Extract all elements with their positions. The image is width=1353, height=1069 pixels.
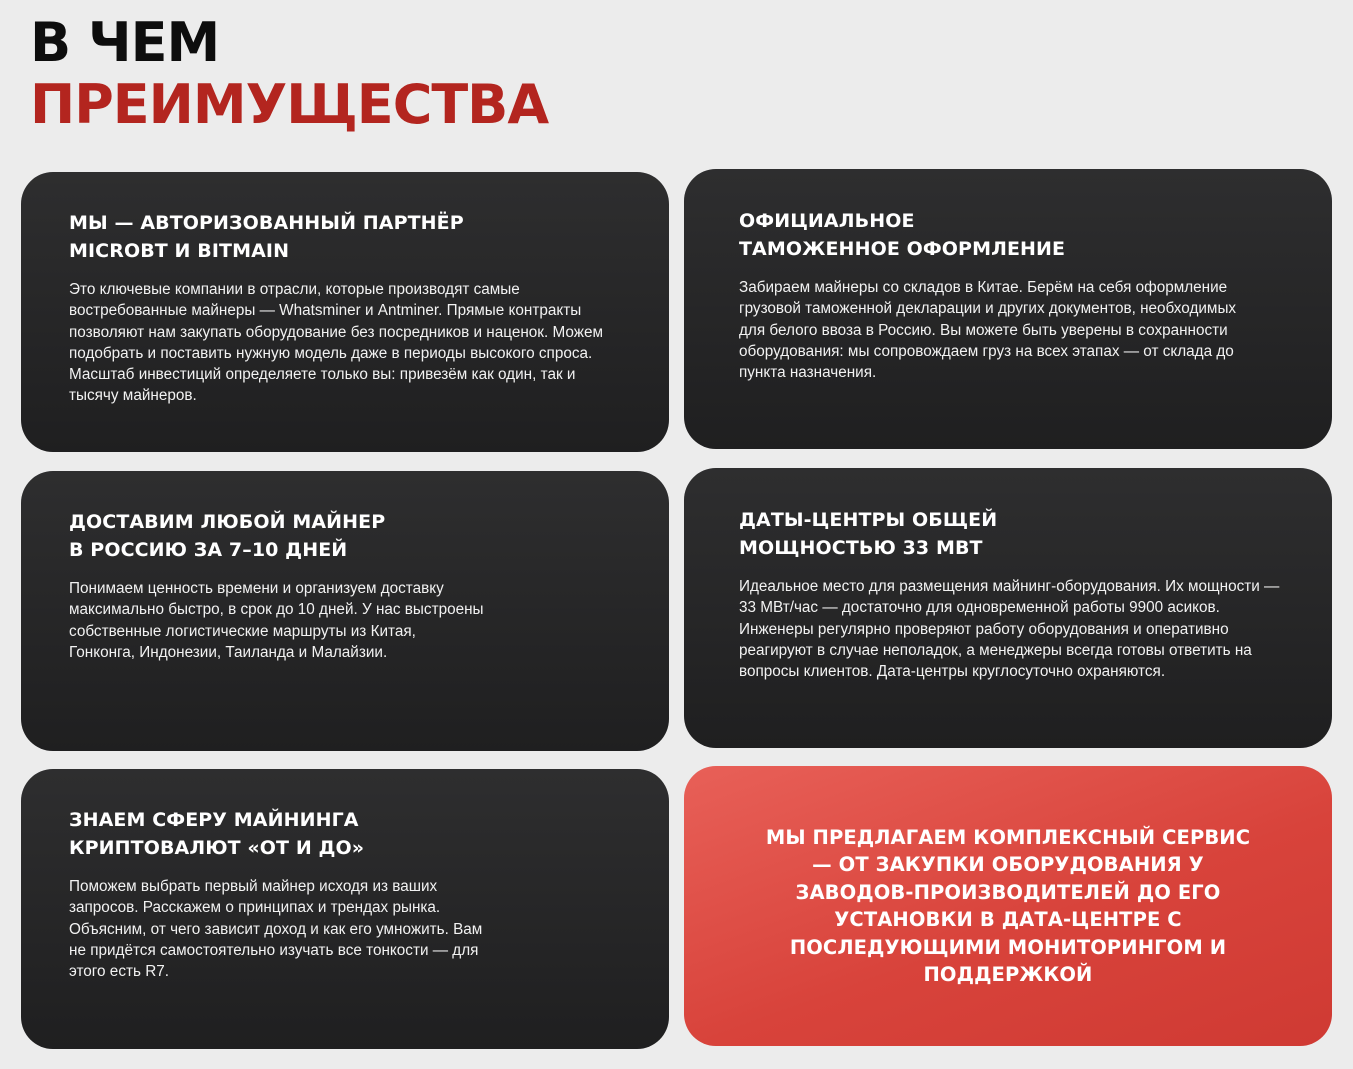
highlight-card-complex-service [684,766,1332,1046]
advantage-card-expertise [21,769,669,1049]
heading-line-1: В ЧЕМ [30,11,220,74]
advantage-card-customs [684,169,1332,449]
card-title: ДОСТАВИМ ЛЮБОЙ МАЙНЕР В РОССИЮ ЗА 7–10 ДНЕЙ [69,511,386,561]
card-text: Забираем майнеры со складов в Китае. Берём на себя оформление грузовой таможенной декларации и других документов, необходимых для белого ввоза в Россию. Вы можете быть уверены в сохранности оборудования: мы сопровождаем груз на всех этапах — от склада до пункта назначения. [739,279,1237,382]
advantage-card-data-centers [684,468,1332,748]
advantage-card-delivery [21,471,669,751]
section-heading [30,12,548,136]
card-text: Поможем выбрать первый майнер исходя из ваших запросов. Расскажем о принципах и трендах рынка. Объясним, от чего зависит доход и как его умножить. Вам не придётся самостоятельно изучать все тонкости — для этого есть R7. [69,878,483,981]
highlight-text: МЫ ПРЕДЛАГАЕМ КОМПЛЕКСНЫЙ СЕРВИС — ОТ ЗАКУПКИ ОБОРУДОВАНИЯ У ЗАВОДОВ-ПРОИЗВОДИТЕЛЕЙ ДО ЕГО УСТАНОВКИ В ДАТА-ЦЕНТРЕ С ПОСЛЕДУЮЩИМИ МОНИТОРИНГОМ И ПОДДЕРЖКОЙ [765,825,1251,986]
card-title: ЗНАЕМ СФЕРУ МАЙНИНГА КРИПТОВАЛЮТ «ОТ И ДО» [69,809,365,859]
advantage-card-authorized-partner [21,172,669,452]
card-title: ОФИЦИАЛЬНОЕ ТАМОЖЕННОЕ ОФОРМЛЕНИЕ [739,210,1066,260]
card-text: Идеальное место для размещения майнинг-оборудования. Их мощности — 33 МВт/час — достаточно для одновременной работы 9900 асиков. Инженеры регулярно проверяют работу оборудования и оперативно реагируют в случае неполадок, а менеджеры всегда готовы ответить на вопросы клиентов. Дата-центры круглосуточно охраняются. [739,578,1280,681]
card-title: МЫ — АВТОРИЗОВАННЫЙ ПАРТНЁР MICROBT И BITMAIN [69,212,464,262]
card-title: ДАТЫ-ЦЕНТРЫ ОБЩЕЙ МОЩНОСТЬЮ 33 МВТ [739,509,998,559]
card-text: Это ключевые компании в отрасли, которые производят самые востребованные майнеры — Whatsminer и Antminer. Прямые контракты позволяют нам закупать оборудование без посредников и наценок. Можем подобрать и поставить нужную модель даже в периоды высокого спроса. Масштаб инвестиций определяете только вы: привезём как один, так и тысячу майнеров. [69,281,604,405]
heading-line-2-accent: ПРЕИМУЩЕСТВА [30,73,549,136]
card-text: Понимаем ценность времени и организуем доставку максимально быстро, в срок до 10 дней. У нас выстроены собственные логистические маршруты из Китая, Гонконга, Индонезии, Таиланда и Малайзии. [69,580,484,661]
